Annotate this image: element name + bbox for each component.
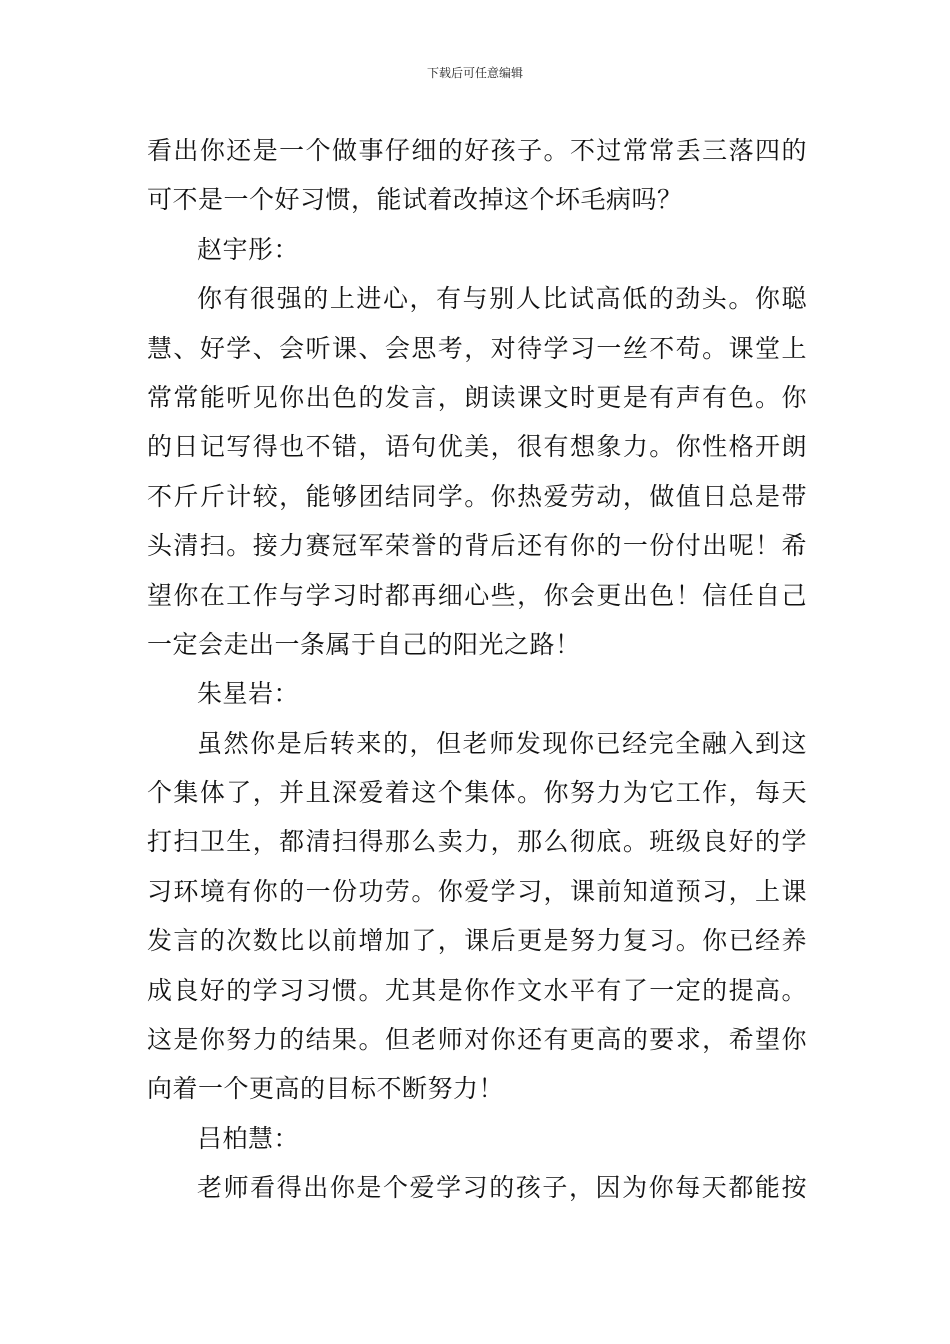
text-line: 习环境有你的一份功劳。你爱学习，课前知道预习，上课 xyxy=(147,876,807,906)
text-line: 老师看得出你是个爱学习的孩子，因为你每天都能按 xyxy=(197,1173,807,1203)
text-line: 不斤斤计较，能够团结同学。你热爱劳动，做值日总是带 xyxy=(147,481,807,511)
text-line: 打扫卫生，都清扫得那么卖力，那么彻底。班级良好的学 xyxy=(147,827,807,857)
document-body xyxy=(147,126,807,1213)
text-line: 的日记写得也不错，语句优美，很有想象力。你性格开朗 xyxy=(147,432,807,462)
text-line: 个集体了，并且深爱着这个集体。你努力为它工作，每天 xyxy=(147,778,807,808)
text-line: 虽然你是后转来的，但老师发现你已经完全融入到这 xyxy=(197,728,807,758)
text-line: 赵宇彤： xyxy=(197,234,300,264)
text-line: 一定会走出一条属于自己的阳光之路！ xyxy=(147,629,581,659)
text-line: 向着一个更高的目标不断努力！ xyxy=(147,1074,505,1104)
text-line: 发言的次数比以前增加了，课后更是努力复习。你已经养 xyxy=(147,926,807,956)
page-header: 下载后可任意编辑 xyxy=(426,66,523,80)
text-line: 头清扫。接力赛冠军荣誉的背后还有你的一份付出呢！希 xyxy=(147,531,807,561)
text-line: 慧、好学、会听课、会思考，对待学习一丝不苟。课堂上 xyxy=(147,333,807,363)
text-line: 你有很强的上进心，有与别人比试高低的劲头。你聪 xyxy=(197,284,807,314)
text-line: 这是你努力的结果。但老师对你还有更高的要求，希望你 xyxy=(147,1025,807,1055)
text-line: 可不是一个好习惯，能试着改掉这个坏毛病吗？ xyxy=(147,185,683,215)
text-line: 看出你还是一个做事仔细的好孩子。不过常常丢三落四的 xyxy=(147,136,807,165)
text-line: 望你在工作与学习时都再细心些，你会更出色！信任自己 xyxy=(147,580,807,610)
text-line: 成良好的学习习惯。尤其是你作文水平有了一定的提高。 xyxy=(147,975,807,1005)
text-line: 朱星岩： xyxy=(197,679,300,709)
text-line: 吕柏慧： xyxy=(197,1123,300,1153)
text-line: 常常能听见你出色的发言，朗读课文时更是有声有色。你 xyxy=(147,382,807,412)
